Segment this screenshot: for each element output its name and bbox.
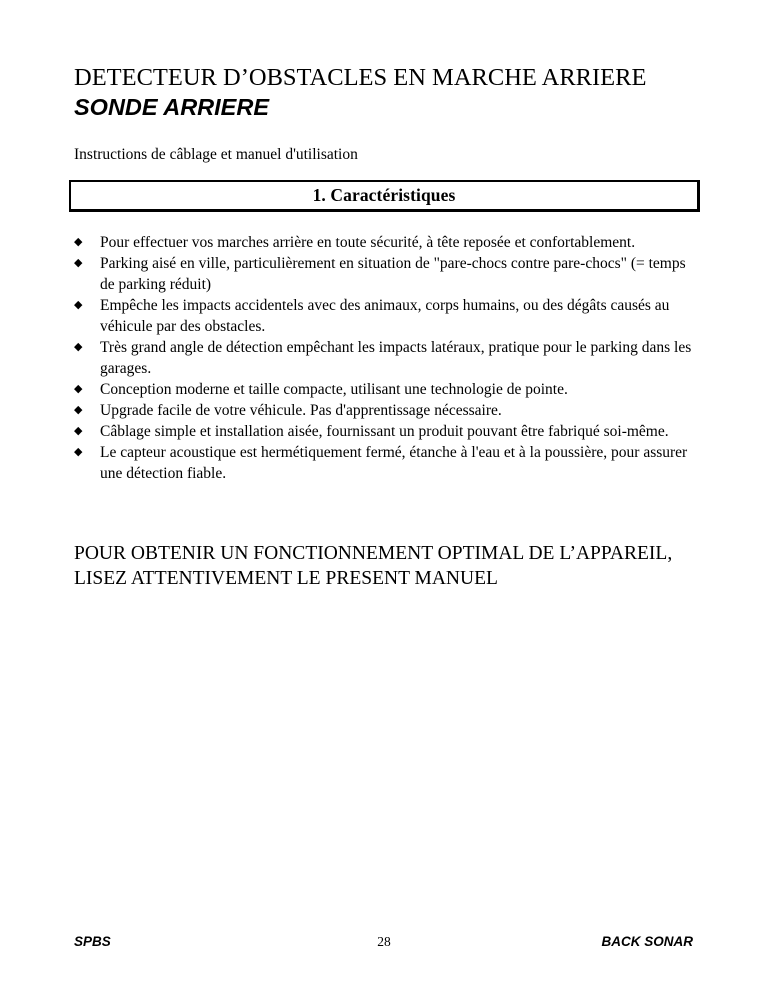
diamond-bullet-icon: ◆ bbox=[74, 299, 83, 311]
feature-text: Parking aisé en ville, particulièrement en situation de "pare-chocs contre pare-chocs" (= temps de parking réduit) bbox=[100, 255, 686, 293]
diamond-bullet-icon: ◆ bbox=[74, 383, 83, 395]
feature-item bbox=[74, 232, 704, 253]
feature-item bbox=[74, 295, 704, 337]
footer-brand: SPBS bbox=[74, 934, 111, 949]
features-list bbox=[74, 232, 704, 484]
document-subtitle: SONDE ARRIERE bbox=[74, 94, 269, 120]
diamond-bullet-icon: ◆ bbox=[74, 446, 83, 458]
feature-item bbox=[74, 421, 704, 442]
feature-text: Empêche les impacts accidentels avec des animaux, corps humains, ou des dégâts causés au véhicule par des obstacles. bbox=[100, 297, 670, 335]
page-number: 28 bbox=[377, 934, 391, 949]
feature-item bbox=[74, 442, 704, 484]
feature-item bbox=[74, 400, 704, 421]
feature-item bbox=[74, 337, 704, 379]
diamond-bullet-icon: ◆ bbox=[74, 341, 83, 353]
feature-item bbox=[74, 379, 704, 400]
document-title: DETECTEUR D’OBSTACLES EN MARCHE ARRIERE bbox=[74, 64, 647, 91]
feature-text: Upgrade facile de votre véhicule. Pas d'apprentissage nécessaire. bbox=[100, 402, 502, 419]
diamond-bullet-icon: ◆ bbox=[74, 425, 83, 437]
notice-text: POUR OBTENIR UN FONCTIONNEMENT OPTIMAL DE L’APPAREIL, LISEZ ATTENTIVEMENT LE PRESENT MANUEL bbox=[74, 543, 673, 589]
feature-text: Très grand angle de détection empêchant les impacts latéraux, pratique pour le parking dans les garages. bbox=[100, 339, 692, 377]
diamond-bullet-icon: ◆ bbox=[74, 257, 83, 269]
section-heading: 1. Caractéristiques bbox=[312, 185, 456, 205]
feature-text: Conception moderne et taille compacte, utilisant une technologie de pointe. bbox=[100, 381, 568, 398]
feature-text: Câblage simple et installation aisée, fournissant un produit pouvant être fabriqué soi-même. bbox=[100, 423, 669, 440]
feature-item bbox=[74, 253, 704, 295]
diamond-bullet-icon: ◆ bbox=[74, 404, 83, 416]
diamond-bullet-icon: ◆ bbox=[74, 236, 83, 248]
document-description: Instructions de câblage et manuel d'utilisation bbox=[74, 146, 358, 163]
section-heading-box bbox=[69, 180, 700, 212]
feature-text: Pour effectuer vos marches arrière en toute sécurité, à tête reposée et confortablement. bbox=[100, 234, 636, 251]
feature-text: Le capteur acoustique est hermétiquement fermé, étanche à l'eau et à la poussière, pour assurer une détection fiable. bbox=[100, 444, 688, 482]
footer-product-name: BACK SONAR bbox=[601, 934, 693, 949]
